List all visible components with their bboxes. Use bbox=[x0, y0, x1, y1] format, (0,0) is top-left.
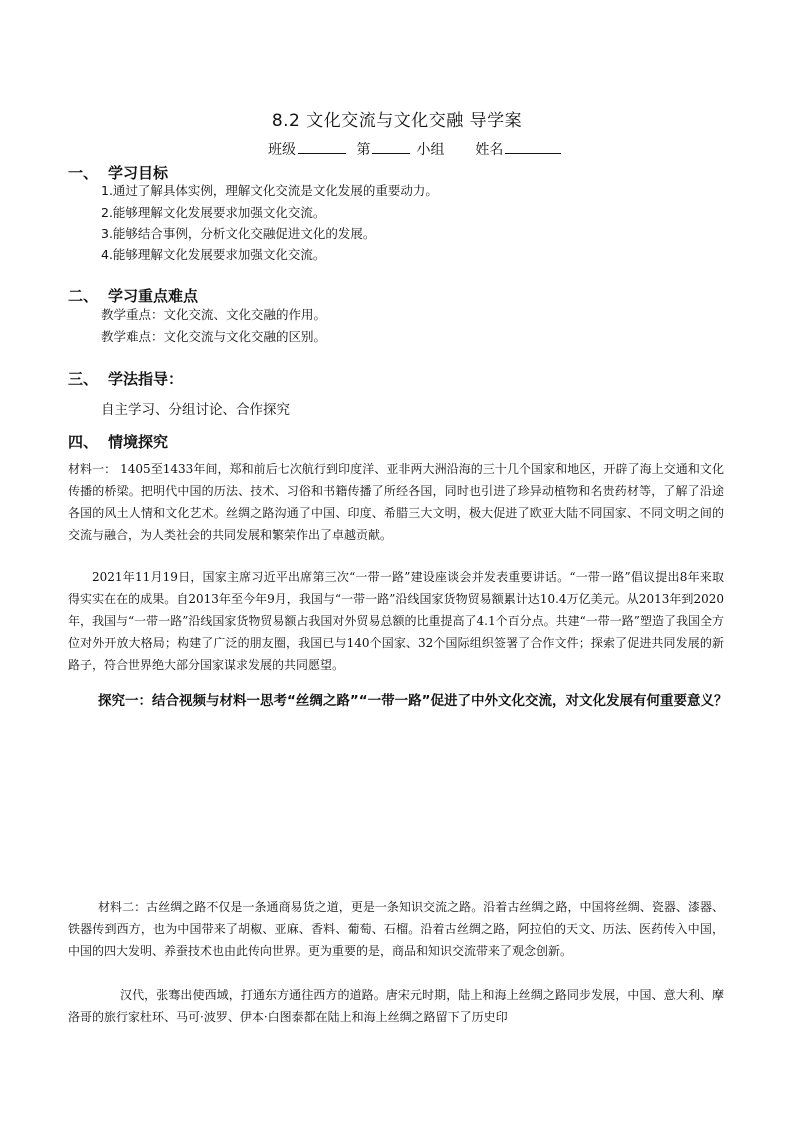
section-heading-goals bbox=[68, 162, 168, 183]
material-1-paragraph-2: 2021年11月19日，国家主席习近平出席第三次“一带一路”建设座谈会并发表重要讲话。“一带一路”倡议提出8年来取得实实在在的成果。自2013年至今年9月，我国与“一带一路”沿线国家货物贸易额累计达10.4万亿美元。从2013年到2020年，我国与“一带一路”沿线国家货物贸易额占我国对外贸易总额的比重提高了4.1个百分点。共建“一带一路”塑造了我国全方位对外开放大格局；构建了广泛的朋友圈，我国已与140个国家、32个国际组织签署了合作文件；探索了促进共同发展的新路子，符合世界绝大部分国家谋求发展的共同愿望。 bbox=[68, 570, 724, 672]
section-number: 二、 bbox=[68, 287, 99, 305]
focus-item-1: 教学重点：文化交流、文化交融的作用。 bbox=[101, 307, 327, 322]
section-number: 四、 bbox=[68, 433, 99, 451]
group-blank[interactable] bbox=[372, 139, 410, 154]
material-2-paragraph-2: 汉代，张骞出使西域，打通东方通往西方的道路。唐宋元时期，陆上和海上丝绸之路同步发展，中国、意大利、摩洛哥的旅行家杜环、马可·波罗、伊本·白图泰都在陆上和海上丝绸之路留下了历史印 bbox=[68, 988, 724, 1024]
section-number: 一、 bbox=[68, 164, 99, 182]
material-1-paragraph-1: 材料一： 1405至1433年间，郑和前后七次航行到印度洋、亚非两大洲沿海的三十几个国家和地区，开辟了海上交通和文化传播的桥梁。把明代中国的历法、技术、习俗和书籍传播了所经各国，同时也引进了珍异动植物和名贵药材等，了解了沿途各国的风土人情和文化艺术。丝绸之路沟通了中国、印度、希腊三大文明，极大促进了欧亚大陆不同国家、不同文明之间的交流与融合，为人类社会的共同发展和繁荣作出了卓越贡献。 bbox=[68, 462, 724, 542]
material-2-paragraph-1: 材料二：古丝绸之路不仅是一条通商易货之道，更是一条知识交流之路。沿着古丝绸之路，中国将丝绸、瓷器、漆器、铁器传到西方，也为中国带来了胡椒、亚麻、香料、葡萄、石榴。沿着古丝绸之路，阿拉伯的天文、历法、医药传入中国，中国的四大发明、养蚕技术也由此传向世界。更为重要的是，商品和知识交流带来了观念创新。 bbox=[68, 900, 724, 958]
goal-item-4: 4.能够理解文化发展要求加强文化交流。 bbox=[101, 247, 326, 262]
inquiry-question-1: 探究一：结合视频与材料一思考“丝绸之路”“一带一路”促进了中外文化交流，对文化发展有何重要意义？ bbox=[98, 693, 728, 709]
method-body: 自主学习、分组讨论、合作探究 bbox=[101, 402, 290, 418]
focus-item-2: 教学难点：文化交流与文化交融的区别。 bbox=[101, 329, 327, 344]
answer-space[interactable] bbox=[68, 740, 724, 890]
goal-item-3: 3.能够结合事例，分析文化交融促进文化的发展。 bbox=[101, 226, 376, 241]
student-info-line bbox=[268, 139, 567, 159]
section-heading-inquiry bbox=[68, 431, 168, 452]
section-title: 情境探究 bbox=[108, 433, 169, 451]
section-heading-focus bbox=[68, 285, 198, 306]
goal-item-1: 1.通过了解具体实例，理解文化交流是文化发展的重要动力。 bbox=[101, 183, 438, 198]
class-label: 班级 bbox=[268, 142, 296, 158]
goal-item-2: 2.能够理解文化发展要求加强文化交流。 bbox=[101, 205, 326, 220]
group-suffix: 小组 bbox=[416, 142, 445, 158]
group-prefix: 第 bbox=[356, 142, 371, 158]
section-heading-method bbox=[68, 368, 183, 389]
section-number: 三、 bbox=[68, 370, 99, 388]
page-title: 8.2 文化交流与文化交融 导学案 bbox=[271, 111, 523, 131]
class-blank[interactable] bbox=[298, 139, 346, 154]
name-blank[interactable] bbox=[505, 139, 561, 154]
section-title: 学法指导： bbox=[108, 370, 184, 388]
section-title: 学习重点难点 bbox=[108, 287, 199, 305]
section-title: 学习目标 bbox=[108, 164, 169, 182]
name-label: 姓名 bbox=[475, 142, 504, 158]
